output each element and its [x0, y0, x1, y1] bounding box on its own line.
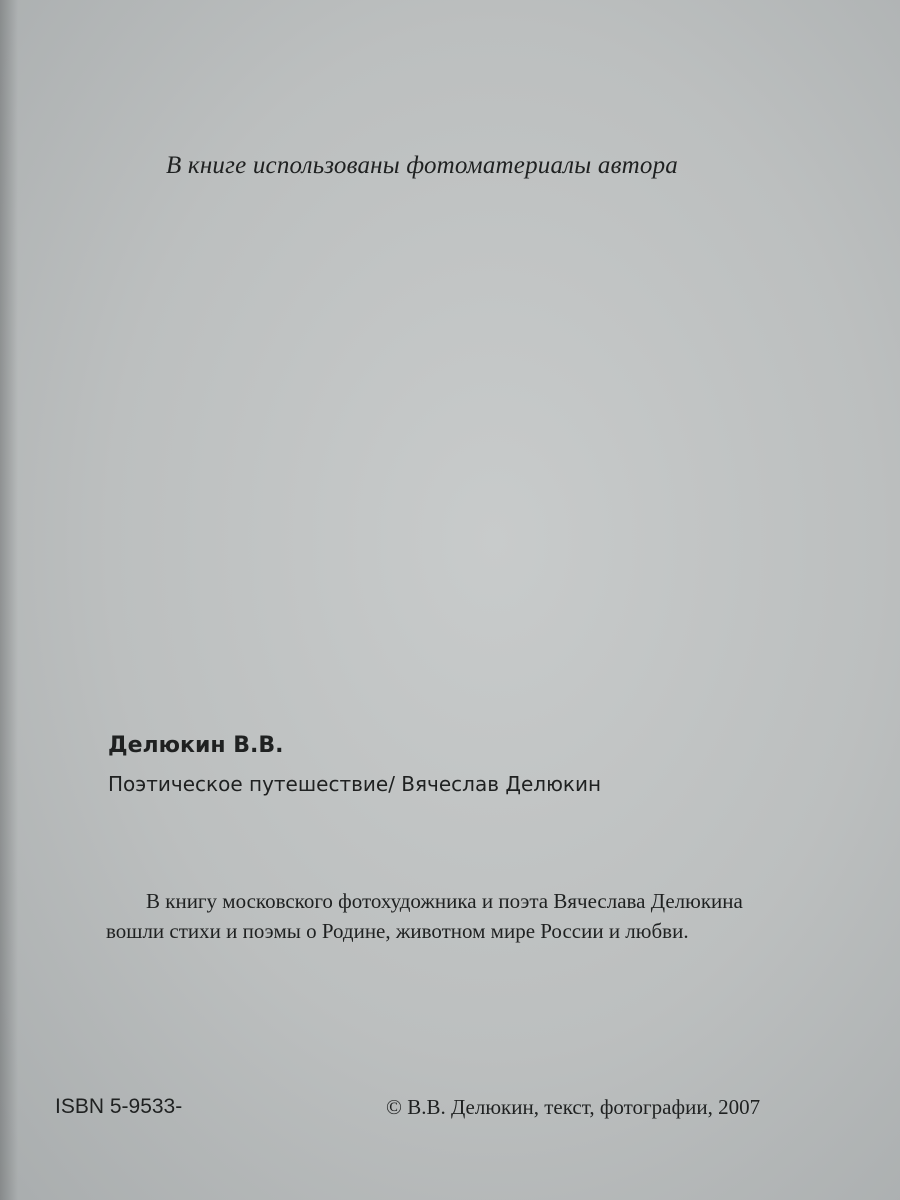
photo-credit-note: В книге использованы фотоматериалы автора [166, 152, 678, 179]
annotation-line-1: В книгу московского фотохудожника и поэта Вячеслава Делюкина [146, 889, 743, 913]
page-edge-shadow [0, 0, 18, 1200]
annotation [106, 886, 806, 946]
isbn-number: ISBN 5-9533- [55, 1095, 183, 1118]
annotation-line-2: вошли стихи и поэмы о Родине, животном мире России и любви. [106, 919, 689, 943]
catalog-title: Поэтическое путешествие/ Вячеслав Делюкин [108, 772, 602, 796]
copyright-notice: © В.В. Делюкин, текст, фотографии, 2007 [386, 1095, 761, 1119]
catalog-author: Делюкин В.В. [108, 733, 284, 758]
